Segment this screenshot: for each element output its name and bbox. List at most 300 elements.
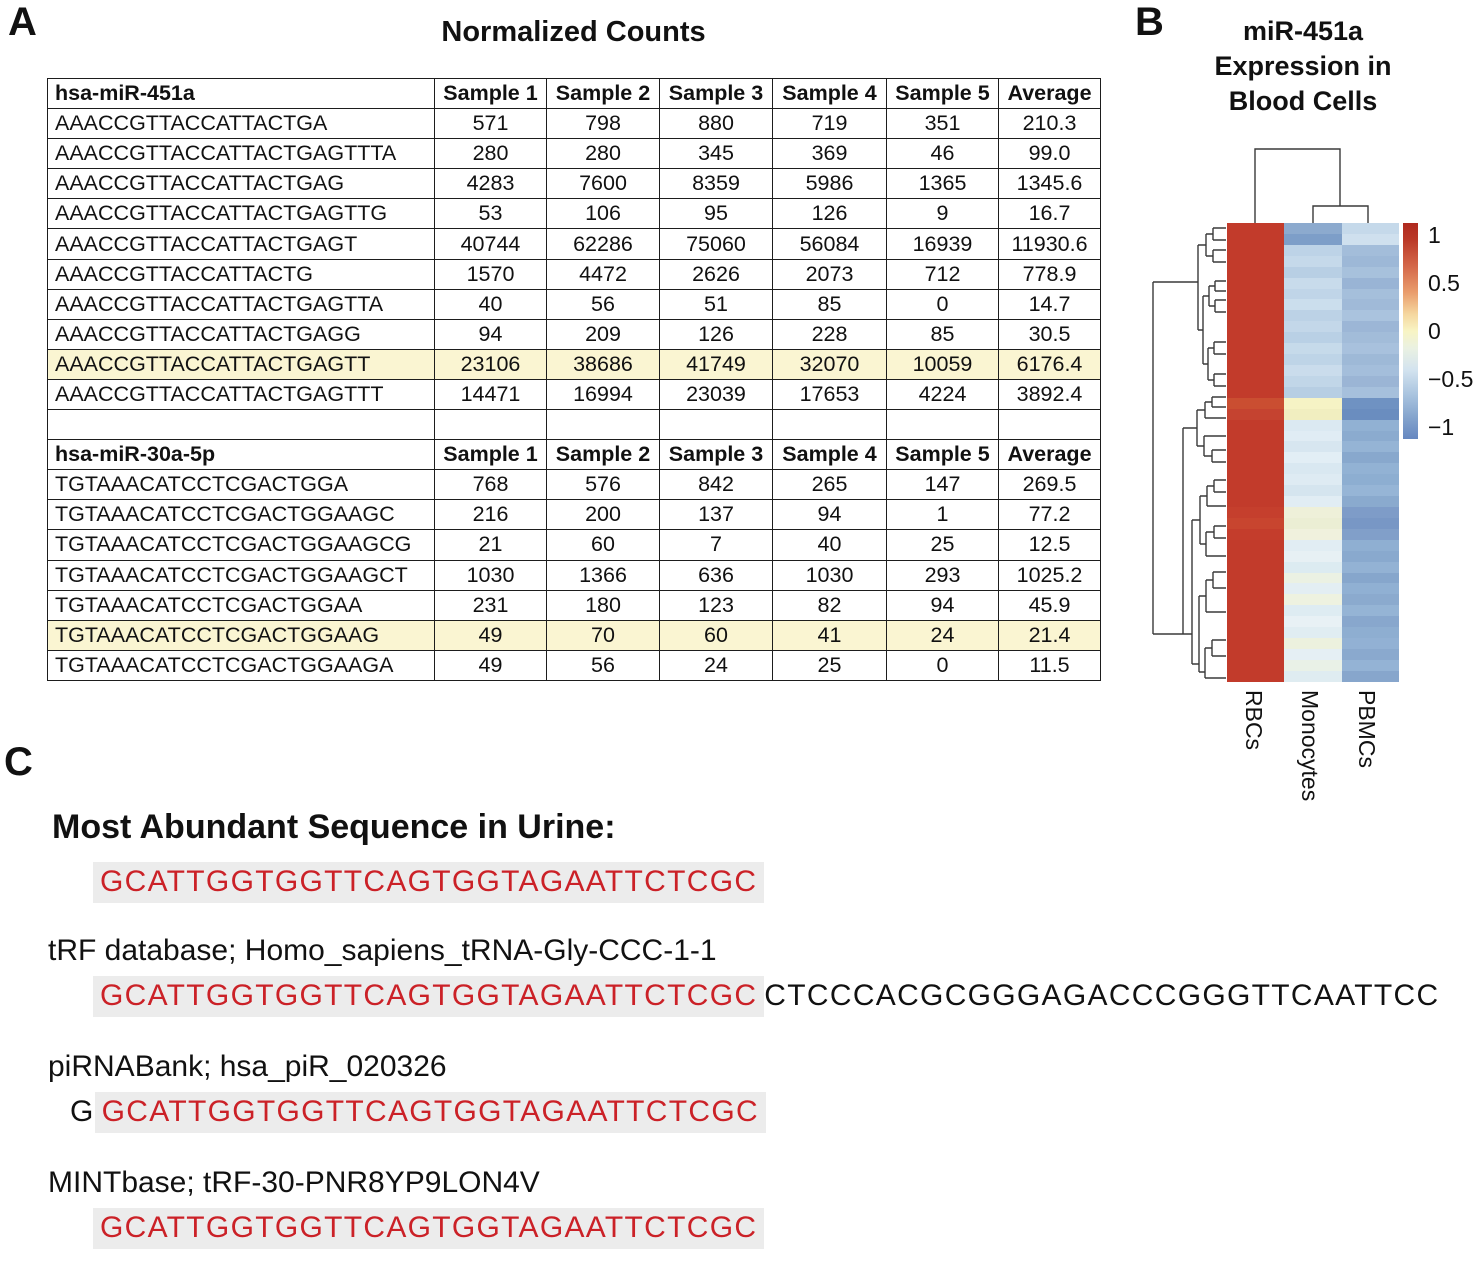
heatmap-cell <box>1284 638 1341 649</box>
heatmap-cell <box>1284 321 1341 332</box>
heatmap-cell <box>1342 387 1399 398</box>
heatmap-cell <box>1342 354 1399 365</box>
count-cell: 70 <box>547 620 660 650</box>
table-row <box>48 530 1101 560</box>
heatmap-cell <box>1227 573 1284 584</box>
heatmap-cell <box>1284 529 1341 540</box>
heatmap-column-label: Monocytes <box>1297 690 1323 802</box>
heatmap-cell <box>1227 321 1284 332</box>
heatmap-cell <box>1342 245 1399 256</box>
heatmap-cell <box>1284 616 1341 627</box>
count-cell: 95 <box>660 199 773 229</box>
count-cell: 25 <box>887 530 999 560</box>
count-cell: 12.5 <box>999 530 1101 560</box>
heatmap-column-label: PBMCs <box>1354 690 1380 768</box>
database-entry <box>0 1160 1473 1252</box>
heatmap-cell <box>1342 474 1399 485</box>
section-header-row <box>48 440 1101 470</box>
column-header: Sample 5 <box>887 79 999 109</box>
heatmap-cell <box>1284 594 1341 605</box>
heatmap-cell <box>1284 627 1341 638</box>
heatmap-title: miR-451a Expression in Blood Cells <box>1214 16 1392 116</box>
heatmap-row <box>1227 583 1399 594</box>
count-cell: 75060 <box>660 229 773 259</box>
count-cell: 880 <box>660 109 773 139</box>
heatmap-cell <box>1227 485 1284 496</box>
heatmap-cell <box>1342 605 1399 616</box>
heatmap <box>1227 223 1399 682</box>
heatmap-cell <box>1284 420 1341 431</box>
count-cell: 351 <box>887 109 999 139</box>
heatmap-cell <box>1342 223 1399 234</box>
heatmap-cell <box>1284 452 1341 463</box>
heatmap-cell <box>1227 649 1284 660</box>
sequence-cell: AAACCGTTACCATTACTGAGTTT <box>48 379 435 409</box>
count-cell: 1366 <box>547 560 660 590</box>
count-cell: 180 <box>547 590 660 620</box>
heatmap-cell <box>1284 343 1341 354</box>
heatmap-cell <box>1227 431 1284 442</box>
heatmap-cell <box>1227 671 1284 682</box>
highlighted-sequence: GCATTGGTGGTTCAGTGGTAGAATTCTCGC <box>93 976 764 1017</box>
heatmap-cell <box>1342 332 1399 343</box>
sequence-line <box>70 1090 1473 1136</box>
count-cell: 123 <box>660 590 773 620</box>
heatmap-cell <box>1342 299 1399 310</box>
sequence-cell: TGTAAACATCCTCGACTGGAA <box>48 590 435 620</box>
table-row <box>48 590 1101 620</box>
heatmap-row <box>1227 234 1399 245</box>
count-cell: 200 <box>547 500 660 530</box>
heatmap-row <box>1227 649 1399 660</box>
heatmap-cell <box>1227 256 1284 267</box>
table-row <box>48 620 1101 650</box>
heatmap-cell <box>1284 463 1341 474</box>
section-header-row <box>48 79 1101 109</box>
sequence-cell: AAACCGTTACCATTACTGAG <box>48 169 435 199</box>
count-cell: 1030 <box>773 560 887 590</box>
heatmap-cell <box>1342 594 1399 605</box>
heatmap-cell <box>1342 616 1399 627</box>
heatmap-cell <box>1342 649 1399 660</box>
heatmap-cell <box>1284 278 1341 289</box>
table-row <box>48 470 1101 500</box>
sequence-line <box>93 1206 1473 1252</box>
colorbar-tick-label: 0 <box>1428 318 1441 344</box>
count-cell: 23039 <box>660 379 773 409</box>
table-row <box>48 289 1101 319</box>
count-cell: 24 <box>887 620 999 650</box>
heatmap-cell <box>1227 463 1284 474</box>
sequence-cell: AAACCGTTACCATTACTGAGTT <box>48 349 435 379</box>
heatmap-row <box>1227 299 1399 310</box>
sequence-line <box>93 860 764 904</box>
table-row <box>48 319 1101 349</box>
table-row <box>48 109 1101 139</box>
count-cell: 38686 <box>547 349 660 379</box>
urine-sequence-heading: Most Abundant Sequence in Urine: <box>52 808 616 846</box>
panel-c-label: C <box>4 740 33 784</box>
heatmap-cell <box>1227 660 1284 671</box>
heatmap-cell <box>1284 245 1341 256</box>
count-cell: 216 <box>435 500 547 530</box>
count-cell: 126 <box>660 319 773 349</box>
heatmap-cell <box>1342 671 1399 682</box>
heatmap-row <box>1227 289 1399 300</box>
count-cell: 231 <box>435 590 547 620</box>
sequence-entries <box>0 928 1473 1276</box>
heatmap-row <box>1227 365 1399 376</box>
count-cell: 11930.6 <box>999 229 1101 259</box>
heatmap-cell <box>1284 289 1341 300</box>
count-cell: 1570 <box>435 259 547 289</box>
table-row <box>48 379 1101 409</box>
count-cell: 265 <box>773 470 887 500</box>
heatmap-row <box>1227 485 1399 496</box>
heatmap-cell <box>1227 365 1284 376</box>
count-cell: 40 <box>773 530 887 560</box>
panel-b-label: B <box>1135 0 1164 44</box>
heatmap-cell <box>1284 365 1341 376</box>
count-cell: 0 <box>887 650 999 680</box>
heatmap-row <box>1227 529 1399 540</box>
count-cell: 56 <box>547 289 660 319</box>
database-entry-title: MINTbase; tRF-30-PNR8YP9LON4V <box>48 1166 540 1199</box>
heatmap-cell <box>1227 452 1284 463</box>
heatmap-cell <box>1227 529 1284 540</box>
count-cell: 49 <box>435 650 547 680</box>
heatmap-row <box>1227 507 1399 518</box>
heatmap-row <box>1227 660 1399 671</box>
heatmap-cell <box>1227 474 1284 485</box>
count-cell: 280 <box>547 139 660 169</box>
heatmap-cell <box>1342 518 1399 529</box>
heatmap-cell <box>1227 398 1284 409</box>
sequence-cell: TGTAAACATCCTCGACTGGAAGCG <box>48 530 435 560</box>
table-row <box>48 139 1101 169</box>
count-cell: 2073 <box>773 259 887 289</box>
heatmap-cell <box>1284 540 1341 551</box>
count-cell: 5986 <box>773 169 887 199</box>
count-cell: 636 <box>660 560 773 590</box>
heatmap-row <box>1227 387 1399 398</box>
heatmap-cell <box>1227 387 1284 398</box>
heatmap-row <box>1227 463 1399 474</box>
count-cell: 293 <box>887 560 999 590</box>
heatmap-cell <box>1342 420 1399 431</box>
heatmap-cell <box>1342 321 1399 332</box>
heatmap-cell <box>1284 671 1341 682</box>
heatmap-cell <box>1284 605 1341 616</box>
count-cell: 719 <box>773 109 887 139</box>
panel-a-label: A <box>8 0 37 44</box>
heatmap-cell <box>1342 638 1399 649</box>
sequence-cell: TGTAAACATCCTCGACTGGAAGC <box>48 500 435 530</box>
heatmap-cell <box>1342 551 1399 562</box>
count-cell: 56084 <box>773 229 887 259</box>
sequence-cell: AAACCGTTACCATTACTGA <box>48 109 435 139</box>
count-cell: 576 <box>547 470 660 500</box>
count-cell: 41749 <box>660 349 773 379</box>
heatmap-row <box>1227 441 1399 452</box>
count-cell: 8359 <box>660 169 773 199</box>
table-row <box>48 199 1101 229</box>
heatmap-cell <box>1227 223 1284 234</box>
count-cell: 7 <box>660 530 773 560</box>
sequence-cell: AAACCGTTACCATTACTG <box>48 259 435 289</box>
count-cell: 85 <box>887 319 999 349</box>
heatmap-cell <box>1284 660 1341 671</box>
heatmap-cell <box>1227 594 1284 605</box>
heatmap-cell <box>1342 376 1399 387</box>
mirna-name: hsa-miR-30a-5p <box>48 440 435 470</box>
heatmap-cell <box>1227 234 1284 245</box>
heatmap-row <box>1227 638 1399 649</box>
heatmap-cell <box>1284 562 1341 573</box>
spacer-row <box>48 410 1101 440</box>
heatmap-row <box>1227 420 1399 431</box>
heatmap-cell <box>1284 267 1341 278</box>
heatmap-cell <box>1284 474 1341 485</box>
count-cell: 45.9 <box>999 590 1101 620</box>
heatmap-cell <box>1227 376 1284 387</box>
heatmap-cell <box>1227 551 1284 562</box>
count-cell: 23106 <box>435 349 547 379</box>
heatmap-cell <box>1342 583 1399 594</box>
count-cell: 228 <box>773 319 887 349</box>
column-header: Sample 3 <box>660 440 773 470</box>
count-cell: 94 <box>435 319 547 349</box>
database-entry-title: tRF database; Homo_sapiens_tRNA-Gly-CCC-1-1 <box>48 934 717 967</box>
column-header: Sample 2 <box>547 79 660 109</box>
count-cell: 40 <box>435 289 547 319</box>
heatmap-row <box>1227 551 1399 562</box>
count-cell: 25 <box>773 650 887 680</box>
heatmap-cell <box>1342 463 1399 474</box>
count-cell: 56 <box>547 650 660 680</box>
heatmap-column-label: RBCs <box>1241 690 1267 751</box>
count-cell: 798 <box>547 109 660 139</box>
heatmap-cell <box>1284 649 1341 660</box>
heatmap-cell <box>1284 485 1341 496</box>
heatmap-cell <box>1342 452 1399 463</box>
count-cell: 21 <box>435 530 547 560</box>
row-dendrogram <box>1145 218 1229 686</box>
heatmap-cell <box>1227 496 1284 507</box>
count-cell: 17653 <box>773 379 887 409</box>
column-header: Average <box>999 79 1101 109</box>
plain-sequence: G <box>70 1095 95 1128</box>
heatmap-cell <box>1284 551 1341 562</box>
count-cell: 14471 <box>435 379 547 409</box>
count-cell: 51 <box>660 289 773 319</box>
count-cell: 60 <box>547 530 660 560</box>
heatmap-row <box>1227 496 1399 507</box>
heatmap-cell <box>1284 518 1341 529</box>
heatmap-row <box>1227 573 1399 584</box>
heatmap-row <box>1227 245 1399 256</box>
count-cell: 778.9 <box>999 259 1101 289</box>
table-row <box>48 169 1101 199</box>
count-cell: 369 <box>773 139 887 169</box>
count-cell: 82 <box>773 590 887 620</box>
heatmap-cell <box>1284 496 1341 507</box>
heatmap-cell <box>1227 267 1284 278</box>
heatmap-cell <box>1342 507 1399 518</box>
heatmap-cell <box>1227 540 1284 551</box>
count-cell: 345 <box>660 139 773 169</box>
count-cell: 24 <box>660 650 773 680</box>
heatmap-cell <box>1342 496 1399 507</box>
colorbar-tick-label: 0.5 <box>1428 270 1460 296</box>
heatmap-cell <box>1342 627 1399 638</box>
heatmap-row <box>1227 398 1399 409</box>
column-header: Sample 1 <box>435 79 547 109</box>
heatmap-cell <box>1284 573 1341 584</box>
heatmap-cell <box>1227 332 1284 343</box>
heatmap-row <box>1227 354 1399 365</box>
database-entry <box>0 1044 1473 1136</box>
colorbar-tick-label: −1 <box>1428 414 1455 440</box>
heatmap-cell <box>1342 289 1399 300</box>
sequence-cell: AAACCGTTACCATTACTGAGTTA <box>48 289 435 319</box>
count-cell: 40744 <box>435 229 547 259</box>
column-header: Average <box>999 440 1101 470</box>
count-cell: 1345.6 <box>999 169 1101 199</box>
plain-sequence: CTCCCACGCGGGAGACCCGGGTTCAATTCC <box>764 979 1440 1012</box>
heatmap-cell <box>1284 583 1341 594</box>
count-cell: 6176.4 <box>999 349 1101 379</box>
heatmap-cell <box>1227 583 1284 594</box>
heatmap-row <box>1227 321 1399 332</box>
heatmap-cell <box>1227 343 1284 354</box>
count-cell: 4283 <box>435 169 547 199</box>
database-entry-title: piRNABank; hsa_piR_020326 <box>48 1050 447 1083</box>
database-entry <box>0 928 1473 1020</box>
column-dendrogram <box>1225 140 1405 225</box>
sequence-cell: TGTAAACATCCTCGACTGGAAGA <box>48 650 435 680</box>
count-cell: 1365 <box>887 169 999 199</box>
heatmap-cell <box>1284 376 1341 387</box>
heatmap-row <box>1227 605 1399 616</box>
count-cell: 41 <box>773 620 887 650</box>
column-header: Sample 1 <box>435 440 547 470</box>
count-cell: 2626 <box>660 259 773 289</box>
heatmap-cell <box>1342 573 1399 584</box>
heatmap-cell <box>1284 409 1341 420</box>
count-cell: 147 <box>887 470 999 500</box>
heatmap-cell <box>1342 398 1399 409</box>
count-cell: 62286 <box>547 229 660 259</box>
panel-a-title: Normalized Counts <box>441 16 706 48</box>
heatmap-cell <box>1227 354 1284 365</box>
count-cell: 842 <box>660 470 773 500</box>
count-cell: 32070 <box>773 349 887 379</box>
heatmap-cell <box>1227 507 1284 518</box>
count-cell: 46 <box>887 139 999 169</box>
heatmap-row <box>1227 256 1399 267</box>
heatmap-cell <box>1342 431 1399 442</box>
heatmap-row <box>1227 376 1399 387</box>
heatmap-cell <box>1227 441 1284 452</box>
table-row <box>48 650 1101 680</box>
heatmap-cell <box>1284 507 1341 518</box>
count-cell: 106 <box>547 199 660 229</box>
heatmap-cell <box>1342 256 1399 267</box>
heatmap-cell <box>1284 256 1341 267</box>
count-cell: 9 <box>887 199 999 229</box>
heatmap-cell <box>1227 289 1284 300</box>
sequence-cell: AAACCGTTACCATTACTGAGTTTA <box>48 139 435 169</box>
count-cell: 94 <box>773 500 887 530</box>
count-cell: 53 <box>435 199 547 229</box>
colorbar-tick-label: −0.5 <box>1428 366 1473 392</box>
heatmap-cell <box>1284 431 1341 442</box>
heatmap-cell <box>1342 310 1399 321</box>
heatmap-cell <box>1342 409 1399 420</box>
heatmap-row <box>1227 594 1399 605</box>
count-cell: 7600 <box>547 169 660 199</box>
count-cell: 16939 <box>887 229 999 259</box>
colorbar <box>1403 223 1418 439</box>
heatmap-cell <box>1284 354 1341 365</box>
count-cell: 571 <box>435 109 547 139</box>
count-cell: 269.5 <box>999 470 1101 500</box>
count-cell: 77.2 <box>999 500 1101 530</box>
heatmap-row <box>1227 518 1399 529</box>
count-cell: 1025.2 <box>999 560 1101 590</box>
heatmap-cell <box>1342 365 1399 376</box>
heatmap-cell <box>1227 245 1284 256</box>
heatmap-cell <box>1342 278 1399 289</box>
sequence-cell: TGTAAACATCCTCGACTGGAAG <box>48 620 435 650</box>
heatmap-cell <box>1227 605 1284 616</box>
heatmap-cell <box>1284 387 1341 398</box>
column-header: Sample 4 <box>773 79 887 109</box>
count-cell: 1030 <box>435 560 547 590</box>
heatmap-cell <box>1227 638 1284 649</box>
count-cell: 1 <box>887 500 999 530</box>
column-header: Sample 4 <box>773 440 887 470</box>
heatmap-cell <box>1284 223 1341 234</box>
heatmap-cell <box>1342 234 1399 245</box>
count-cell: 85 <box>773 289 887 319</box>
sequence-line <box>93 974 1473 1020</box>
heatmap-row <box>1227 267 1399 278</box>
heatmap-cell <box>1342 562 1399 573</box>
highlighted-sequence: GCATTGGTGGTTCAGTGGTAGAATTCTCGC <box>93 862 764 903</box>
heatmap-cell <box>1342 267 1399 278</box>
count-cell: 60 <box>660 620 773 650</box>
sequence-cell: AAACCGTTACCATTACTGAGTTG <box>48 199 435 229</box>
highlighted-sequence: GCATTGGTGGTTCAGTGGTAGAATTCTCGC <box>95 1092 766 1133</box>
heatmap-row <box>1227 343 1399 354</box>
heatmap-cell <box>1227 518 1284 529</box>
heatmap-cell <box>1284 299 1341 310</box>
heatmap-row <box>1227 452 1399 463</box>
heatmap-row <box>1227 616 1399 627</box>
count-cell: 16994 <box>547 379 660 409</box>
heatmap-row <box>1227 562 1399 573</box>
sequence-cell: TGTAAACATCCTCGACTGGAAGCT <box>48 560 435 590</box>
count-cell: 768 <box>435 470 547 500</box>
count-cell: 99.0 <box>999 139 1101 169</box>
table-row <box>48 560 1101 590</box>
table-row <box>48 259 1101 289</box>
table-row <box>48 349 1101 379</box>
table-row <box>48 500 1101 530</box>
count-cell: 209 <box>547 319 660 349</box>
